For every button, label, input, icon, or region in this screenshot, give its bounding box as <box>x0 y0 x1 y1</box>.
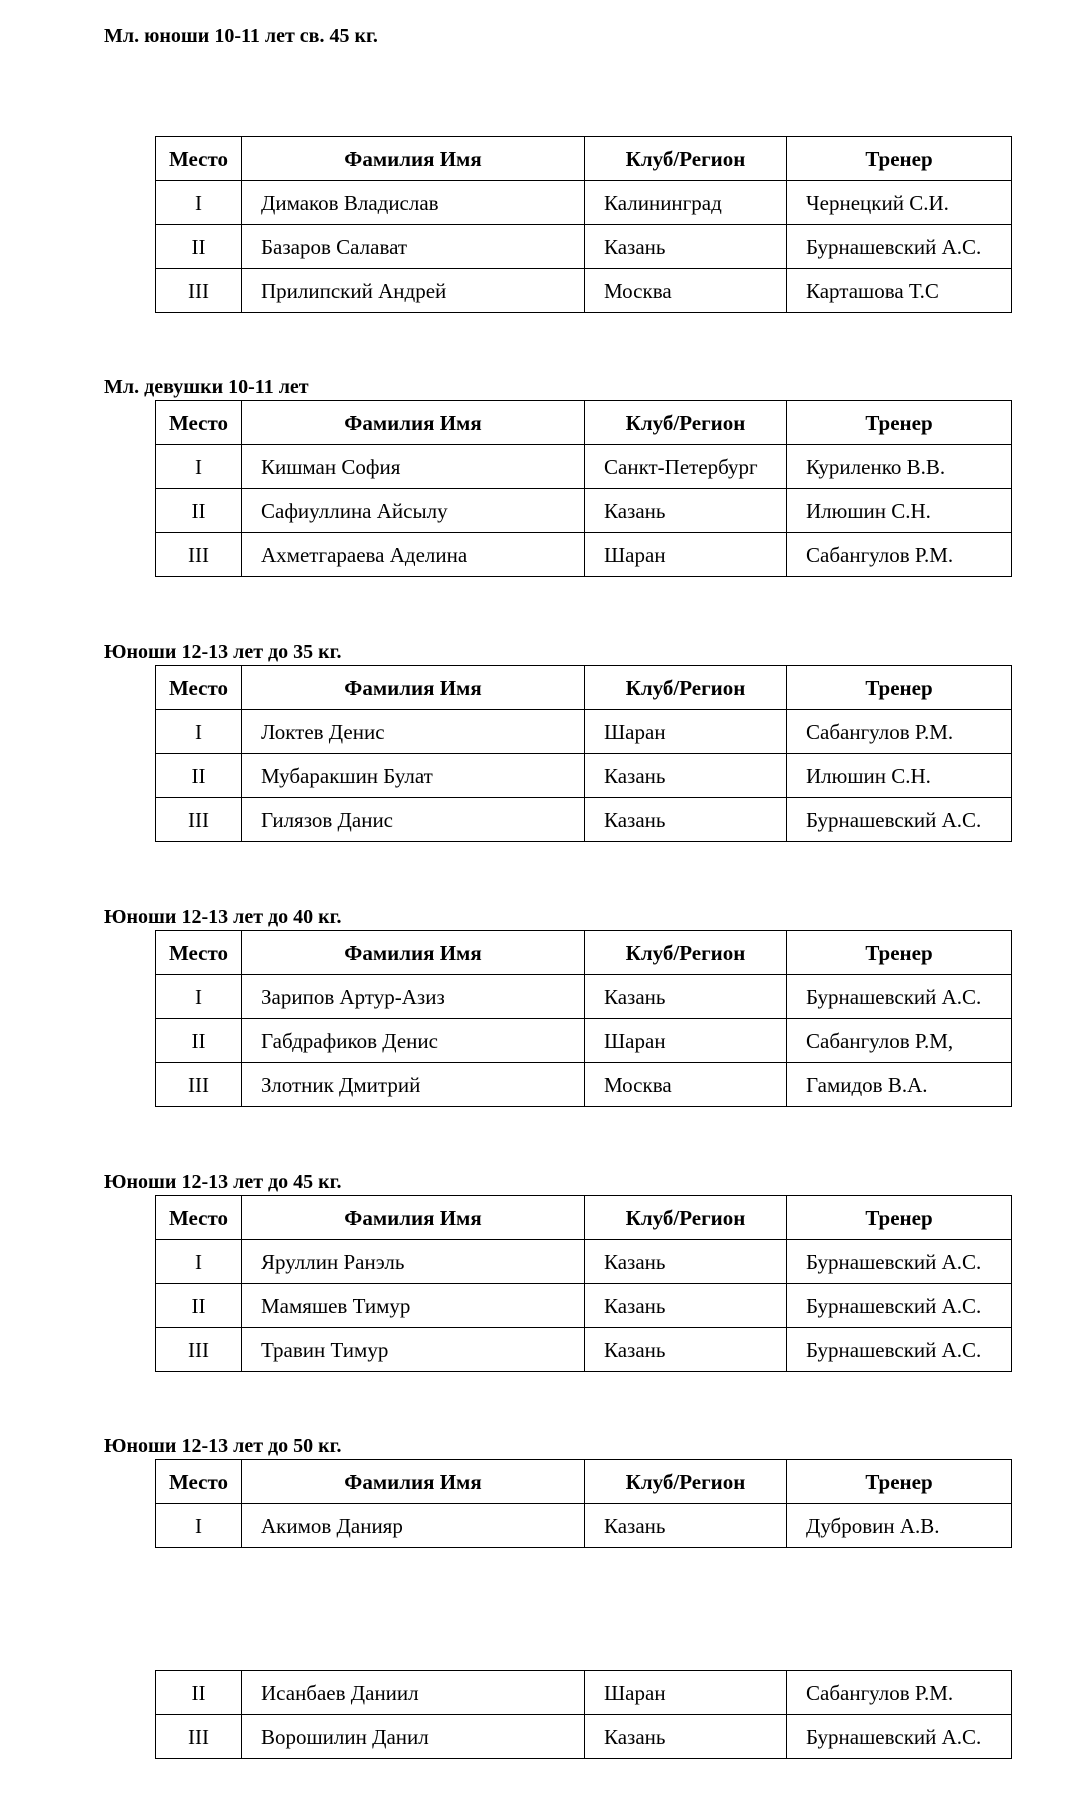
table-row <box>156 269 1012 313</box>
cell-name: Локтев Денис <box>242 710 585 754</box>
column-header-club: Клуб/Регион <box>585 1196 787 1240</box>
cell-place: I <box>156 1504 242 1548</box>
column-header-club: Клуб/Регион <box>585 1460 787 1504</box>
cell-club: Калининград <box>585 181 787 225</box>
cell-club: Казань <box>585 1715 787 1759</box>
cell-coach: Илюшин С.Н. <box>787 754 1012 798</box>
table-row <box>156 1063 1012 1107</box>
cell-place: II <box>156 489 242 533</box>
table-row <box>156 225 1012 269</box>
cell-coach: Куриленко В.В. <box>787 445 1012 489</box>
column-header-name: Фамилия Имя <box>242 666 585 710</box>
section-title: Мл. девушки 10-11 лет <box>104 376 309 398</box>
section-title: Юноши 12-13 лет до 40 кг. <box>104 906 342 928</box>
results-table <box>155 136 1012 313</box>
cell-club: Казань <box>585 1504 787 1548</box>
cell-coach: Бурнашевский А.С. <box>787 1284 1012 1328</box>
column-header-name: Фамилия Имя <box>242 1460 585 1504</box>
cell-place: I <box>156 181 242 225</box>
cell-name: Димаков Владислав <box>242 181 585 225</box>
cell-place: II <box>156 1671 242 1715</box>
cell-place: I <box>156 1240 242 1284</box>
cell-name: Ахметгараева Аделина <box>242 533 585 577</box>
column-header-club: Клуб/Регион <box>585 666 787 710</box>
section-title: Мл. юноши 10-11 лет св. 45 кг. <box>104 25 378 47</box>
results-table <box>155 930 1012 1107</box>
table-header-row <box>156 1196 1012 1240</box>
table-row <box>156 1240 1012 1284</box>
cell-name: Зарипов Артур-Азиз <box>242 975 585 1019</box>
cell-name: Мубаракшин Булат <box>242 754 585 798</box>
table-header-row <box>156 401 1012 445</box>
table-row <box>156 1504 1012 1548</box>
cell-place: III <box>156 533 242 577</box>
cell-coach: Бурнашевский А.С. <box>787 1328 1012 1372</box>
section-title: Юноши 12-13 лет до 35 кг. <box>104 641 342 663</box>
cell-place: III <box>156 1328 242 1372</box>
table-row <box>156 975 1012 1019</box>
cell-coach: Чернецкий С.И. <box>787 181 1012 225</box>
cell-place: II <box>156 1019 242 1063</box>
cell-coach: Сабангулов Р.М. <box>787 1671 1012 1715</box>
cell-place: I <box>156 710 242 754</box>
cell-club: Казань <box>585 754 787 798</box>
column-header-place: Место <box>156 931 242 975</box>
section-title: Юноши 12-13 лет до 50 кг. <box>104 1435 342 1457</box>
cell-coach: Бурнашевский А.С. <box>787 975 1012 1019</box>
cell-club: Казань <box>585 798 787 842</box>
results-table <box>155 665 1012 842</box>
cell-club: Москва <box>585 269 787 313</box>
cell-club: Шаран <box>585 533 787 577</box>
column-header-coach: Тренер <box>787 666 1012 710</box>
cell-club: Казань <box>585 1240 787 1284</box>
section-title: Юноши 12-13 лет до 45 кг. <box>104 1171 342 1193</box>
cell-name: Базаров Салават <box>242 225 585 269</box>
column-header-name: Фамилия Имя <box>242 401 585 445</box>
table-header-row <box>156 931 1012 975</box>
column-header-place: Место <box>156 1196 242 1240</box>
results-table-continuation <box>155 1670 1012 1759</box>
table-row <box>156 1715 1012 1759</box>
cell-club: Казань <box>585 1284 787 1328</box>
results-table <box>155 1195 1012 1372</box>
cell-coach: Илюшин С.Н. <box>787 489 1012 533</box>
cell-name: Сафиуллина Айсылу <box>242 489 585 533</box>
column-header-coach: Тренер <box>787 931 1012 975</box>
table-header-row <box>156 666 1012 710</box>
cell-name: Ворошилин Данил <box>242 1715 585 1759</box>
table-row <box>156 1671 1012 1715</box>
table-row <box>156 798 1012 842</box>
table-row <box>156 710 1012 754</box>
cell-coach: Гамидов В.А. <box>787 1063 1012 1107</box>
cell-name: Акимов Данияр <box>242 1504 585 1548</box>
cell-place: III <box>156 1715 242 1759</box>
column-header-place: Место <box>156 401 242 445</box>
table-row <box>156 1328 1012 1372</box>
column-header-coach: Тренер <box>787 401 1012 445</box>
cell-club: Казань <box>585 489 787 533</box>
table-row <box>156 754 1012 798</box>
cell-place: II <box>156 1284 242 1328</box>
cell-coach: Карташова Т.С <box>787 269 1012 313</box>
column-header-place: Место <box>156 137 242 181</box>
table-header-row <box>156 1460 1012 1504</box>
column-header-name: Фамилия Имя <box>242 931 585 975</box>
column-header-coach: Тренер <box>787 137 1012 181</box>
cell-coach: Сабангулов Р.М. <box>787 533 1012 577</box>
cell-coach: Бурнашевский А.С. <box>787 798 1012 842</box>
cell-coach: Бурнашевский А.С. <box>787 1240 1012 1284</box>
cell-name: Травин Тимур <box>242 1328 585 1372</box>
cell-club: Шаран <box>585 710 787 754</box>
cell-name: Яруллин Ранэль <box>242 1240 585 1284</box>
table-row <box>156 445 1012 489</box>
cell-place: III <box>156 798 242 842</box>
cell-name: Кишман София <box>242 445 585 489</box>
cell-club: Казань <box>585 975 787 1019</box>
cell-place: II <box>156 754 242 798</box>
cell-club: Санкт-Петербург <box>585 445 787 489</box>
table-row <box>156 181 1012 225</box>
cell-club: Шаран <box>585 1019 787 1063</box>
cell-place: III <box>156 1063 242 1107</box>
table-header-row <box>156 137 1012 181</box>
cell-name: Злотник Дмитрий <box>242 1063 585 1107</box>
cell-coach: Бурнашевский А.С. <box>787 225 1012 269</box>
column-header-coach: Тренер <box>787 1196 1012 1240</box>
cell-coach: Сабангулов Р.М. <box>787 710 1012 754</box>
cell-coach: Сабангулов Р.М, <box>787 1019 1012 1063</box>
results-table <box>155 400 1012 577</box>
column-header-name: Фамилия Имя <box>242 1196 585 1240</box>
column-header-club: Клуб/Регион <box>585 931 787 975</box>
cell-club: Москва <box>585 1063 787 1107</box>
column-header-coach: Тренер <box>787 1460 1012 1504</box>
table-row <box>156 1019 1012 1063</box>
column-header-place: Место <box>156 1460 242 1504</box>
cell-club: Казань <box>585 225 787 269</box>
column-header-place: Место <box>156 666 242 710</box>
cell-name: Исанбаев Даниил <box>242 1671 585 1715</box>
cell-club: Шаран <box>585 1671 787 1715</box>
cell-name: Прилипский Андрей <box>242 269 585 313</box>
cell-place: I <box>156 445 242 489</box>
cell-place: I <box>156 975 242 1019</box>
table-row <box>156 1284 1012 1328</box>
cell-name: Мамяшев Тимур <box>242 1284 585 1328</box>
cell-coach: Дубровин А.В. <box>787 1504 1012 1548</box>
cell-club: Казань <box>585 1328 787 1372</box>
cell-name: Габдрафиков Денис <box>242 1019 585 1063</box>
results-table <box>155 1459 1012 1548</box>
cell-place: III <box>156 269 242 313</box>
table-row <box>156 489 1012 533</box>
column-header-club: Клуб/Регион <box>585 137 787 181</box>
cell-name: Гилязов Данис <box>242 798 585 842</box>
cell-place: II <box>156 225 242 269</box>
table-row <box>156 533 1012 577</box>
cell-coach: Бурнашевский А.С. <box>787 1715 1012 1759</box>
column-header-name: Фамилия Имя <box>242 137 585 181</box>
column-header-club: Клуб/Регион <box>585 401 787 445</box>
